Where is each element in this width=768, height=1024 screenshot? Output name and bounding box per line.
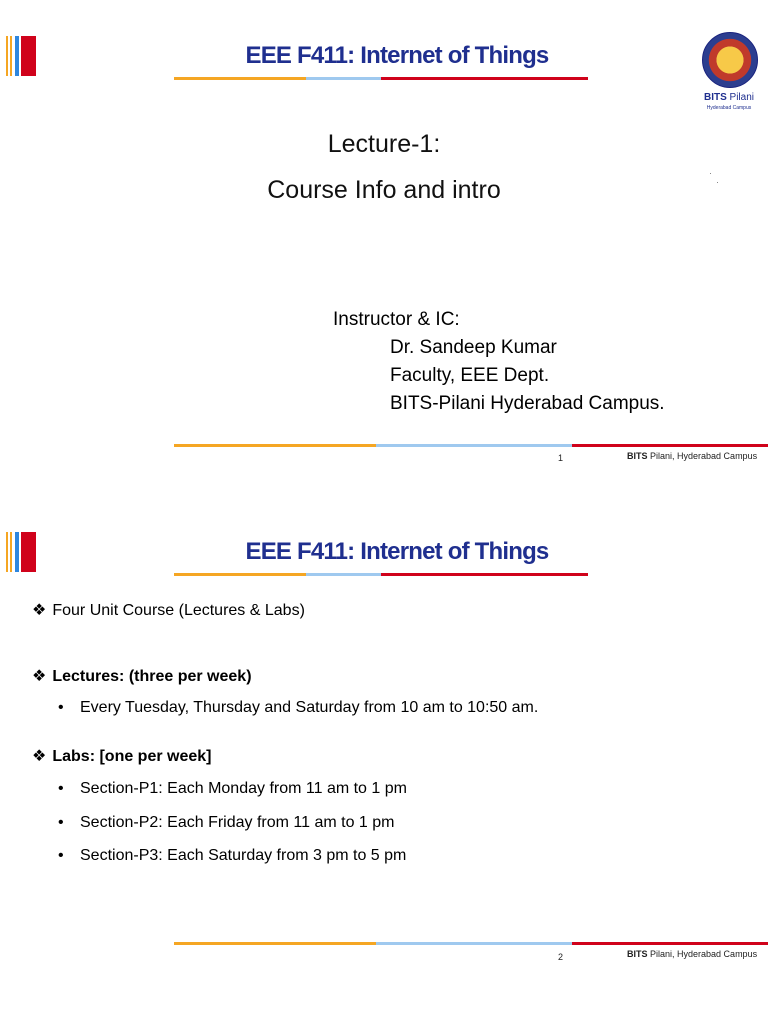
bullet-icon: • [58, 699, 64, 716]
diamond-bullet-icon: ❖ [32, 748, 47, 765]
bullet-icon: • [58, 847, 64, 864]
lecture-title: Lecture-1: [327, 130, 441, 158]
list-item: ❖ Four Unit Course (Lectures & Labs) [32, 602, 305, 619]
lecture-subtitle: Course Info and intro [267, 176, 501, 204]
diamond-bullet-icon: ❖ [32, 668, 47, 685]
header-rule [174, 77, 588, 80]
list-item: • Every Tuesday, Thursday and Saturday from 10 am to 10:50 am. [58, 699, 539, 716]
logo-brand: BITS Pilani [703, 92, 755, 103]
bullet-icon: • [58, 814, 64, 831]
list-item: ❖ Labs: [one per week] [32, 748, 212, 765]
footer-brand: BITS Pilani, Hyderabad Campus [627, 949, 758, 959]
list-item: • Section-P2: Each Friday from 11 am to 1 pm [58, 814, 395, 831]
instructor-name: Dr. Sandeep Kumar [390, 337, 557, 358]
slide-1 [0, 10, 768, 506]
list-item: • Section-P1: Each Monday from 11 am to 1 pm [58, 780, 407, 797]
bullet-icon: • [58, 780, 64, 797]
page-number: 1 [558, 453, 564, 463]
instructor-role: Faculty, EEE Dept. [390, 365, 550, 386]
list-item: ❖ Lectures: (three per week) [32, 668, 252, 685]
diamond-bullet-icon: ❖ [32, 602, 47, 619]
slide-2 [0, 506, 768, 1002]
slide-header-title: EEE F411: Internet of Things [245, 538, 549, 565]
instructor-heading: Instructor & IC: [333, 309, 460, 330]
header-rule [174, 573, 588, 576]
footer-brand: BITS Pilani, Hyderabad Campus [627, 451, 758, 461]
footer-rule [174, 942, 768, 945]
bits-seal-icon [702, 32, 758, 88]
footer-rule [174, 444, 768, 447]
logo-subtitle: Hyderabad Campus [706, 105, 752, 111]
bits-pilani-logo [700, 32, 758, 114]
list-item: • Section-P3: Each Saturday from 3 pm to 5 pm [58, 847, 407, 864]
slide-header-title: EEE F411: Internet of Things [245, 42, 549, 69]
instructor-block [333, 306, 665, 418]
instructor-campus: BITS-Pilani Hyderabad Campus. [390, 393, 665, 414]
page-number: 2 [558, 952, 564, 962]
